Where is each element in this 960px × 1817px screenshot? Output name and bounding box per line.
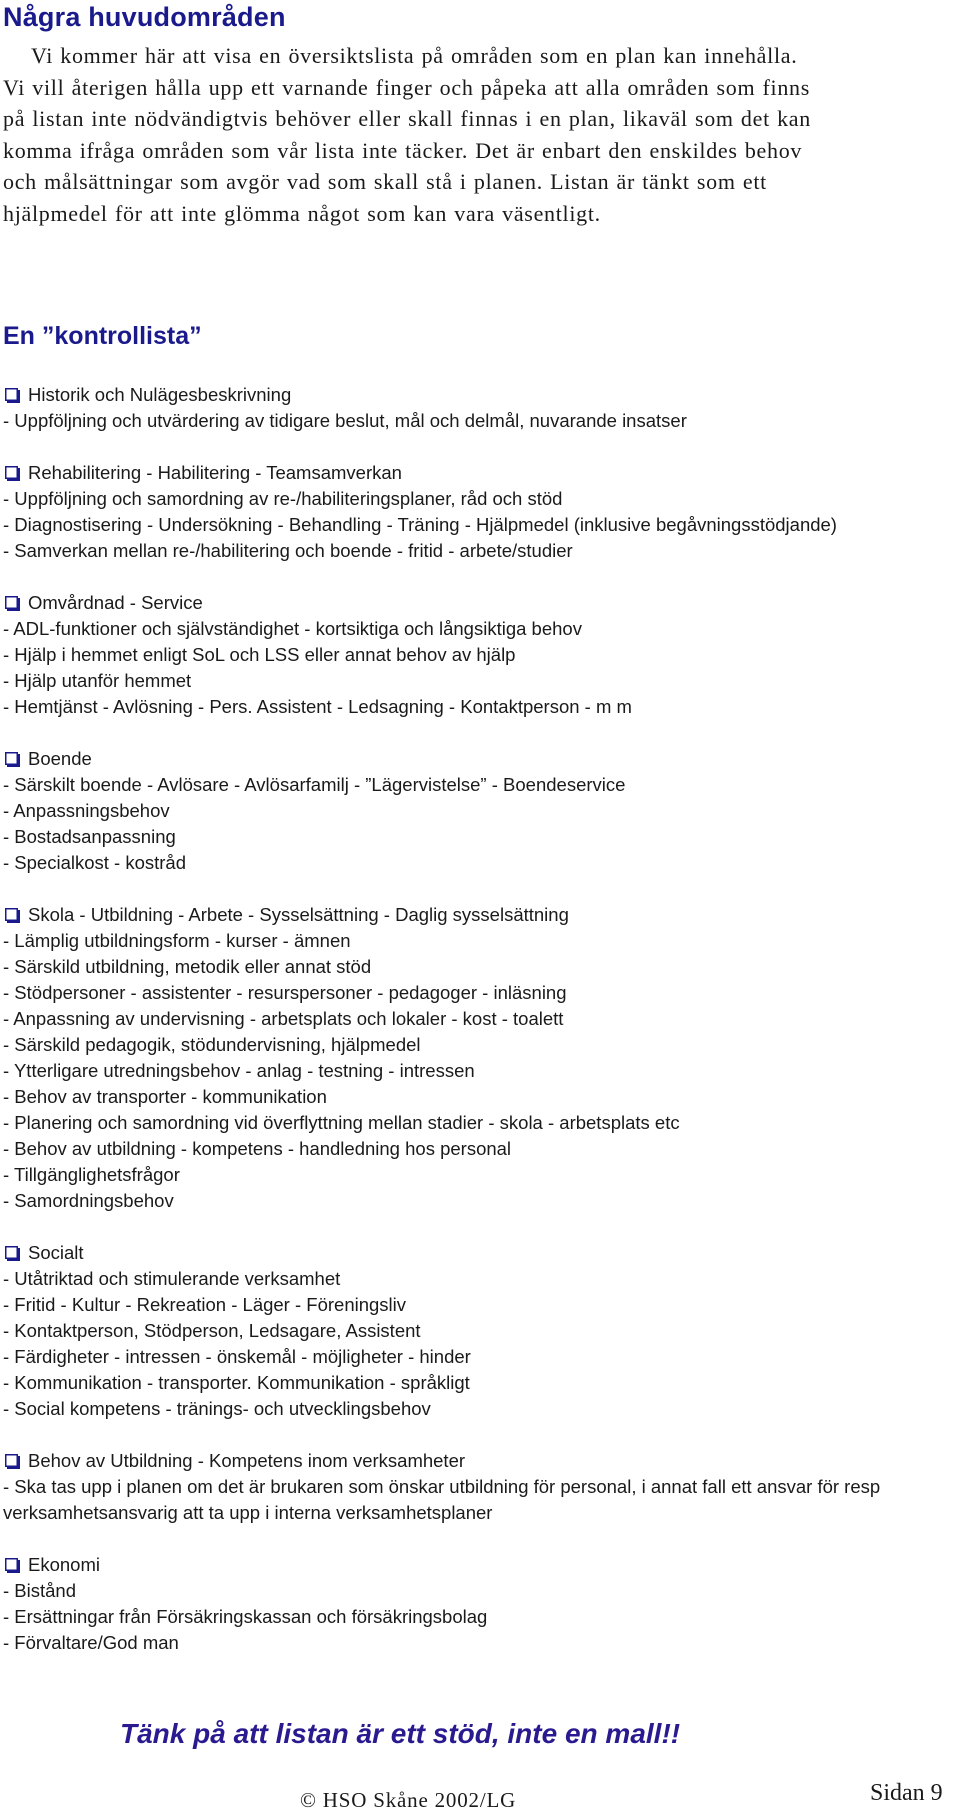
list-item: - Hjälp i hemmet enligt SoL och LSS eller annat behov av hjälp xyxy=(3,644,516,665)
list-item: - Tillgänglighetsfrågor xyxy=(3,1164,180,1185)
section-title xyxy=(3,1240,953,1266)
checklist-section xyxy=(3,1448,953,1526)
list-item: - Ska tas upp i planen om det är brukaren som önskar utbildning för personal, i annat fall ett ansvar för resp verksamhetsansvarig att ta upp i interna verksamhetsplaner xyxy=(3,1476,881,1523)
list-item: - Kommunikation - transporter. Kommunikation - språkligt xyxy=(3,1372,470,1393)
list-item: - Anpassningsbehov xyxy=(3,800,170,821)
list-item: - Diagnostisering - Undersökning - Behandling - Träning - Hjälpmedel (inklusive begåvningsstödjande) xyxy=(3,514,837,535)
checklist-section xyxy=(3,902,953,1214)
checklist-section xyxy=(3,746,953,876)
list-item: - Behov av utbildning - kompetens - handledning hos personal xyxy=(3,1138,512,1159)
list-item: - Särskild utbildning, metodik eller annat stöd xyxy=(3,956,372,977)
section-title-text: Ekonomi xyxy=(28,1554,100,1575)
section-title-text: Behov av Utbildning - Kompetens inom verksamheter xyxy=(28,1450,466,1471)
section-title-text: Omvårdnad - Service xyxy=(28,592,203,613)
list-item: - Särskild pedagogik, stödundervisning, hjälpmedel xyxy=(3,1034,421,1055)
section-title-text: Boende xyxy=(28,748,92,769)
intro-paragraph: Vi kommer här att visa en översiktslista på områden som en plan kan innehålla. Vi vill återigen hålla upp ett varnande finger och påpeka att alla områden som finns på listan inte nödvändigtvis behöver eller skall finnas i en plan, likaväl som det kan komma ifråga områden som vår lista inte täcker. Det är enbart den enskildes behov och målsättningar som avgör vad som skall stå i planen. Listan är tänkt som ett hjälpmedel för att inte glömma något som kan vara väsentligt. xyxy=(3,43,811,226)
list-item: - Specialkost - kostråd xyxy=(3,852,187,873)
section-title xyxy=(3,902,953,928)
section-title-text: Rehabilitering - Habilitering - Teamsamverkan xyxy=(28,462,402,483)
list-item: - Uppföljning och samordning av re-/habiliteringsplaner, råd och stöd xyxy=(3,488,563,509)
list-item: - Kontaktperson, Stödperson, Ledsagare, Assistent xyxy=(3,1320,421,1341)
list-item: - Fritid - Kultur - Rekreation - Läger - Föreningsliv xyxy=(3,1294,407,1315)
footer-copyright: © HSO Skåne 2002/LG xyxy=(300,1788,517,1812)
list-item: - Ytterligare utredningsbehov - anlag - testning - intressen xyxy=(3,1060,475,1081)
list-item: - Anpassning av undervisning - arbetsplats och lokaler - kost - toalett xyxy=(3,1008,564,1029)
section-title xyxy=(3,460,953,486)
checkbox-icon xyxy=(5,596,20,611)
checklist-section xyxy=(3,1552,953,1656)
list-item: - Stödpersoner - assistenter - resurspersoner - pedagoger - inläsning xyxy=(3,982,567,1003)
list-item: - Hjälp utanför hemmet xyxy=(3,670,192,691)
section-title xyxy=(3,382,953,408)
page-number: Sidan 9 xyxy=(870,1780,943,1806)
list-item: - Ersättningar från Försäkringskassan och försäkringsbolag xyxy=(3,1606,488,1627)
list-item: - Samverkan mellan re-/habilitering och boende - fritid - arbete/studier xyxy=(3,540,573,561)
list-item: - Särskilt boende - Avlösare - Avlösarfamilj - ”Lägervistelse” - Boendeservice xyxy=(3,774,626,795)
section-title xyxy=(3,1448,953,1474)
checklist-heading: En ”kontrollista” xyxy=(3,322,202,350)
list-item: - Uppföljning och utvärdering av tidigare beslut, mål och delmål, nuvarande insatser xyxy=(3,410,687,431)
reminder-text: Tänk på att listan är ett stöd, inte en mall!! xyxy=(120,1718,681,1749)
checklist-section xyxy=(3,460,953,564)
checkbox-icon xyxy=(5,1246,20,1261)
list-item: - Behov av transporter - kommunikation xyxy=(3,1086,327,1107)
section-title xyxy=(3,1552,953,1578)
list-item: - Planering och samordning vid överflyttning mellan stadier - skola - arbetsplats etc xyxy=(3,1112,680,1133)
section-title-text: Historik och Nulägesbeskrivning xyxy=(28,384,292,405)
list-item: - Bistånd xyxy=(3,1580,77,1601)
list-item: - ADL-funktioner och självständighet - kortsiktiga och långsiktiga behov xyxy=(3,618,582,639)
checklist xyxy=(3,382,953,1682)
checkbox-icon xyxy=(5,1454,20,1469)
checklist-section xyxy=(3,1240,953,1422)
section-title-text: Skola - Utbildning - Arbete - Sysselsättning - Daglig sysselsättning xyxy=(28,904,569,925)
checkbox-icon xyxy=(5,388,20,403)
page-title: Några huvudområden xyxy=(3,2,286,32)
checkbox-icon xyxy=(5,1558,20,1573)
list-item: - Samordningsbehov xyxy=(3,1190,174,1211)
checkbox-icon xyxy=(5,466,20,481)
section-title xyxy=(3,746,953,772)
list-item: - Hemtjänst - Avlösning - Pers. Assistent - Ledsagning - Kontaktperson - m m xyxy=(3,696,632,717)
checkbox-icon xyxy=(5,752,20,767)
section-title-text: Socialt xyxy=(28,1242,84,1263)
list-item: - Färdigheter - intressen - önskemål - möjligheter - hinder xyxy=(3,1346,471,1367)
checklist-section xyxy=(3,590,953,720)
list-item: - Bostadsanpassning xyxy=(3,826,176,847)
list-item: - Utåtriktad och stimulerande verksamhet xyxy=(3,1268,341,1289)
list-item: - Förvaltare/God man xyxy=(3,1632,179,1653)
checklist-section xyxy=(3,382,953,434)
list-item: - Lämplig utbildningsform - kurser - ämnen xyxy=(3,930,351,951)
list-item: - Social kompetens - tränings- och utvecklingsbehov xyxy=(3,1398,431,1419)
checkbox-icon xyxy=(5,908,20,923)
section-title xyxy=(3,590,953,616)
